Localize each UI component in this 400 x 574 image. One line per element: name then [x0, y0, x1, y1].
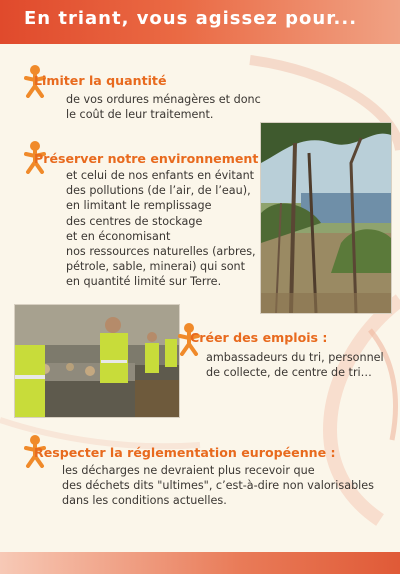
trees-photo — [260, 122, 392, 314]
body-line: et en économisant — [66, 229, 171, 243]
body-line: ambassadeurs du tri, personnel — [206, 351, 384, 364]
body-line: de collecte, de centre de tri… — [206, 366, 372, 380]
body-line: et celui de nos enfants en évitant — [66, 169, 255, 182]
body-line: le coût de leur traitement. — [66, 108, 214, 122]
footer-band — [0, 552, 400, 574]
header-banner — [0, 0, 400, 44]
section-body-reglementation — [62, 463, 374, 509]
section-title-emplois: Créer des emplois : — [190, 330, 328, 345]
workers-photo — [14, 304, 180, 418]
body-line: pétrole, sable, minerai) qui sont — [66, 260, 246, 274]
section-title-limiter: Limiter la quantité — [34, 73, 167, 88]
section-title-reglementation: Respecter la réglementation européenne : — [34, 445, 336, 460]
section-body-emplois — [206, 350, 384, 380]
body-line: dans les conditions actuelles. — [62, 494, 227, 508]
body-line: les décharges ne devraient plus recevoir que — [62, 464, 315, 477]
body-line: des déchets dits "ultimes", c’est-à-dire non valorisables — [62, 479, 374, 493]
section-title-preserver: Préserver notre environnement — [34, 151, 259, 166]
page-title: En triant, vous agissez pour... — [24, 8, 358, 29]
section-body-preserver — [66, 168, 256, 290]
body-line: en quantité limité sur Terre. — [66, 275, 222, 289]
body-line: nos ressources naturelles (arbres, — [66, 244, 256, 258]
body-line: des pollutions (de l’air, de l’eau), — [66, 184, 251, 198]
body-line: des centres de stockage — [66, 214, 203, 228]
body-line: de vos ordures ménagères et donc — [66, 93, 261, 106]
body-line: en limitant le remplissage — [66, 199, 212, 213]
section-body-limiter — [66, 92, 261, 122]
